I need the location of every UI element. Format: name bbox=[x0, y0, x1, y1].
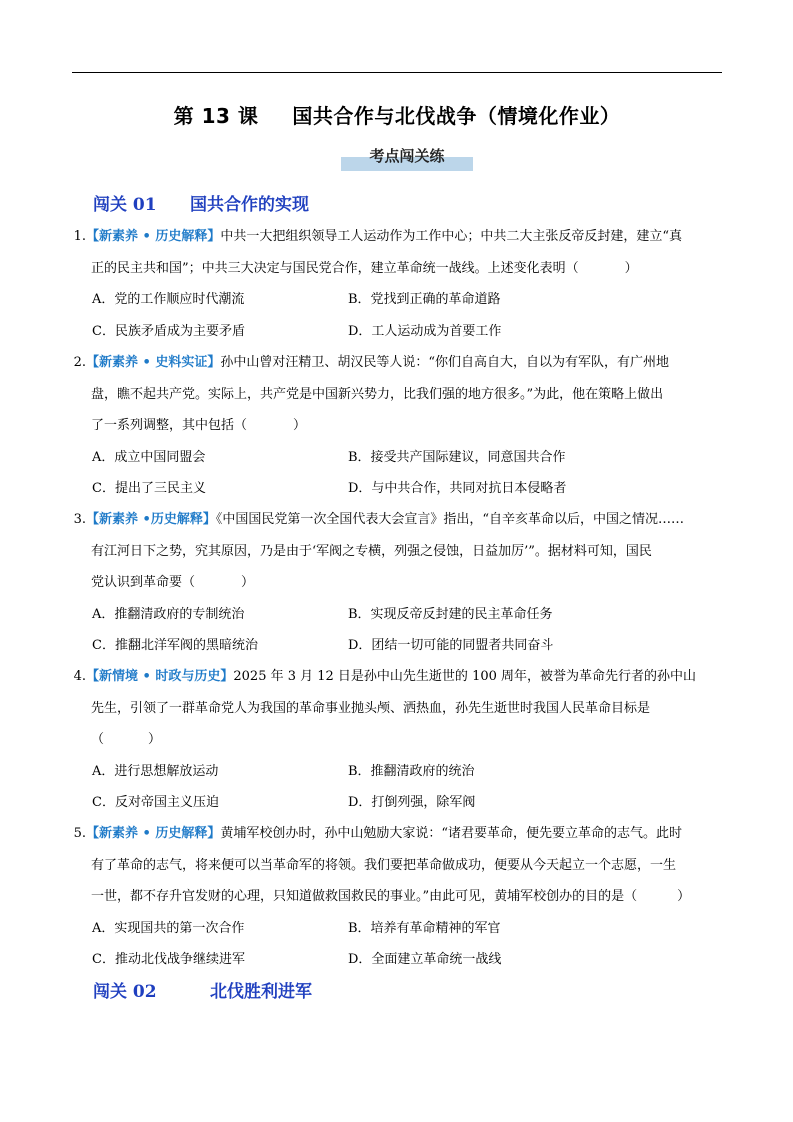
options-row bbox=[72, 284, 726, 316]
question-2 bbox=[72, 347, 726, 505]
question-number: 3. bbox=[73, 512, 86, 527]
options-row bbox=[72, 787, 726, 819]
question-text: ） bbox=[241, 575, 255, 590]
question-tag: 【新素养 • 历史解释】 bbox=[86, 229, 221, 244]
option-b[interactable]: B．实现反帝反封建的民主革命任务 bbox=[348, 606, 553, 622]
question-text: 正的民主共和国”；中共三大决定与国民党合作，建立革命统一战线。上述变化表明（ bbox=[91, 260, 579, 276]
question-5 bbox=[72, 818, 726, 976]
header-rule bbox=[72, 72, 722, 73]
question-text: 先生，引领了一群革命党人为我国的革命事业抛头颅、洒热血，孙先生逝世时我国人民革命目标是 bbox=[91, 700, 651, 716]
options-row bbox=[72, 913, 726, 945]
question-tag: 【新素养 • 历史解释】 bbox=[86, 826, 221, 841]
subtitle-text: 考点闯关练 bbox=[369, 147, 445, 165]
option-c[interactable]: C．反对帝国主义压迫 bbox=[92, 795, 219, 810]
option-c[interactable]: C．推动北伐战争继续进军 bbox=[92, 952, 245, 967]
question-text: 中共一大把组织领导工人运动作为工作中心；中共二大主张反帝反封建，建立“真 bbox=[220, 229, 683, 244]
question-3 bbox=[72, 504, 726, 662]
option-a[interactable]: A．进行思想解放运动 bbox=[92, 763, 219, 779]
question-text: 盘，瞧不起共产党。实际上，共产党是中国新兴势力，比我们强的地方很多。”为此，他在策略上做出 bbox=[91, 386, 664, 402]
option-d[interactable]: D．与中共合作，共同对抗日本侵略者 bbox=[348, 481, 567, 496]
option-b[interactable]: B．推翻清政府的统治 bbox=[348, 763, 475, 779]
section-heading-02 bbox=[93, 977, 312, 1002]
question-tag: 【新素养 •历史解释】 bbox=[86, 512, 216, 527]
option-a[interactable]: A．党的工作顺应时代潮流 bbox=[92, 292, 245, 307]
question-text: 黄埔军校创办时，孙中山勉励大家说：“诸君要革命，便先要立革命的志气。此时 bbox=[220, 826, 683, 841]
question-text: 有了革命的志气，将来便可以当革命军的将领。我们要把革命做成功，便要从今天起立一个志愿，一生 bbox=[91, 857, 677, 873]
question-text: 《中国国民党第一次全国代表大会宣言》指出，“自辛亥革命以后，中国之情况…… bbox=[215, 512, 684, 527]
section-name: 国共合作的实现 bbox=[190, 195, 309, 215]
question-text: ） bbox=[677, 889, 691, 904]
question-text: ） bbox=[148, 732, 162, 747]
section-heading-01 bbox=[93, 190, 309, 215]
options-row bbox=[72, 442, 726, 474]
question-number: 2. bbox=[73, 355, 86, 370]
question-tag: 【新素养 • 史料实证】 bbox=[86, 355, 221, 370]
lesson-number: 第 13 课 bbox=[173, 104, 259, 128]
options-row bbox=[72, 756, 726, 788]
option-a[interactable]: A．成立中国同盟会 bbox=[92, 449, 206, 465]
question-text: （ bbox=[91, 732, 105, 747]
page-title bbox=[72, 100, 722, 129]
section-id: 闯关 02 bbox=[93, 982, 157, 1002]
question-text: 党认识到革命要（ bbox=[91, 575, 196, 590]
option-c[interactable]: C．提出了三民主义 bbox=[92, 481, 206, 496]
options-row bbox=[72, 599, 726, 631]
section-name: 北伐胜利进军 bbox=[210, 982, 312, 1002]
options-row bbox=[72, 316, 726, 348]
option-b[interactable]: B．培养有革命精神的军官 bbox=[348, 920, 501, 936]
question-text: 2025 年 3 月 12 日是孙中山先生逝世的 100 周年，被誉为革命先行者的孙中山 bbox=[233, 669, 697, 684]
option-d[interactable]: D．全面建立革命统一战线 bbox=[348, 952, 502, 967]
option-b[interactable]: B．党找到正确的革命道路 bbox=[348, 292, 501, 307]
question-text: 孙中山曾对汪精卫、胡汉民等人说：“你们自高自大，自以为有军队，有广州地 bbox=[220, 355, 670, 370]
option-d[interactable]: D．团结一切可能的同盟者共同奋斗 bbox=[348, 638, 554, 653]
option-b[interactable]: B．接受共产国际建议，同意国共合作 bbox=[348, 449, 566, 465]
question-text: ） bbox=[624, 260, 638, 276]
option-d[interactable]: D．工人运动成为首要工作 bbox=[348, 323, 502, 339]
options-row bbox=[72, 944, 726, 976]
question-text: 了一系列调整，其中包括（ bbox=[91, 418, 248, 433]
lesson-title: 国共合作与北伐战争（情境化作业） bbox=[292, 104, 621, 128]
subtitle-banner bbox=[341, 142, 473, 172]
option-c[interactable]: C．推翻北洋军阀的黑暗统治 bbox=[92, 638, 258, 653]
question-tag: 【新情境 • 时政与历史】 bbox=[86, 669, 234, 684]
option-c[interactable]: C．民族矛盾成为主要矛盾 bbox=[92, 323, 245, 339]
question-text: ） bbox=[293, 418, 307, 433]
options-row bbox=[72, 473, 726, 505]
question-4 bbox=[72, 661, 726, 819]
option-a[interactable]: A．实现国共的第一次合作 bbox=[92, 920, 245, 936]
option-d[interactable]: D．打倒列强，除军阀 bbox=[348, 795, 476, 810]
question-number: 1. bbox=[73, 229, 86, 244]
question-text: 有江河日下之势，究其原因，乃是由于‘军阀之专横，列强之侵蚀，日益加厉’”。据材料可知，国民 bbox=[91, 543, 652, 559]
section-id: 闯关 01 bbox=[93, 195, 157, 215]
question-number: 4. bbox=[73, 669, 86, 684]
question-text: 一世，都不存升官发财的心理，只知道做救国救民的事业。”由此可见，黄埔军校创办的目的是（ bbox=[91, 889, 638, 904]
question-1 bbox=[72, 221, 726, 347]
option-a[interactable]: A．推翻清政府的专制统治 bbox=[92, 606, 245, 622]
options-row bbox=[72, 630, 726, 662]
question-number: 5. bbox=[73, 826, 86, 841]
